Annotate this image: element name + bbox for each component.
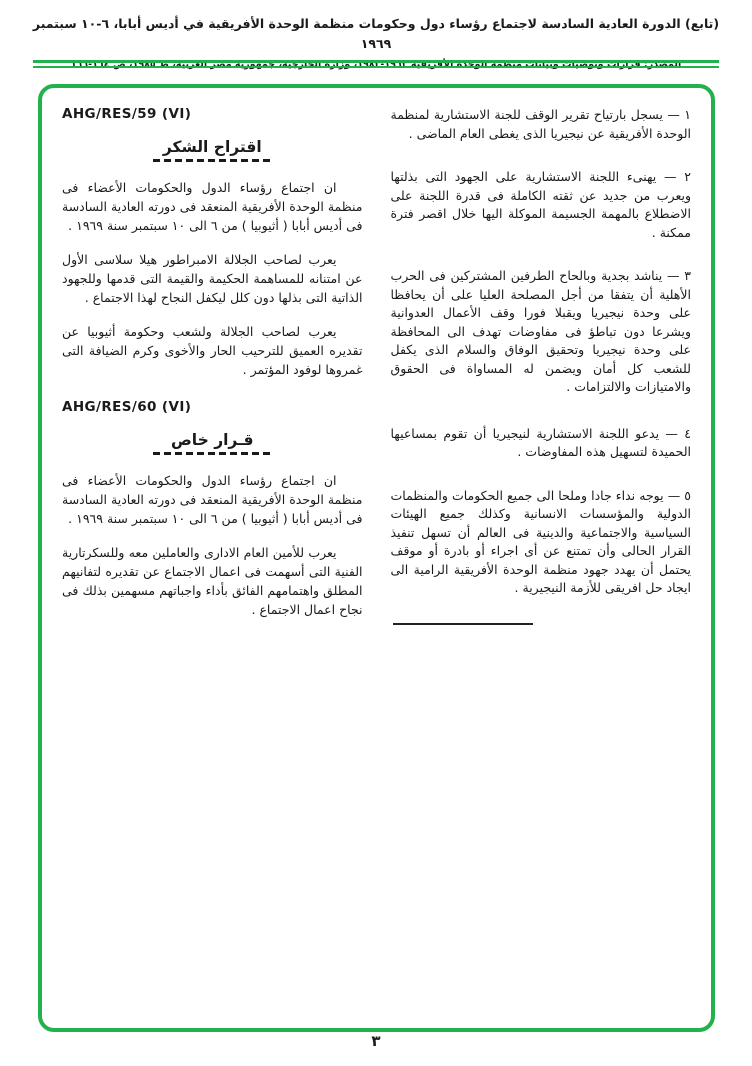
resolution-60-code: AHG/RES/60 (VI) (62, 399, 192, 415)
resolution-59-paragraph: يعرب لصاحب الجلالة الامبراطور هيلا سلاسى الأول عن امتنانه للمساهمة الحكيمة والقيمة التى قدمها وللجهود الذاتية التى بذلها دون كلل ليكفل النجاح لهذا الاجتماع . (62, 252, 363, 305)
numbered-paragraph-1: ١ — يسجل بارتياح تقرير الوقف للجنة الاستشارية لمنظمة الوحدة الأفريقية عن نيجيريا الذى يغطى العام الماضى . (390, 107, 691, 141)
numbered-paragraph-4: ٤ — يدعو اللجنة الاستشارية لنيجيريا أن تقوم بمساعيها الحميدة لتسهيل هذه المفاوضات . (390, 425, 691, 459)
title-underline-decoration (153, 452, 271, 455)
resolution-59-title: اقتراح الشكر (162, 138, 262, 156)
resolution-59-paragraph: يعرب لصاحب الجلالة ولشعب وحكومة أثيوبيا عن تقديره العميق للترحيب الحار والأخوى وكرم الضيافة التى غمروها لوفود المؤتمر . (62, 324, 363, 377)
resolutions-column (62, 106, 363, 1008)
numbered-paragraph-2: ٢ — يهنىء اللجنة الاستشارية على الجهود التى بذلتها ويعرب من جديد عن ثقته الكاملة فى قدرة اللجنة على الاضطلاع بالمهمة الجسيمة الموكلة اليها خلال اقصر فترة ممكنة . (390, 169, 691, 240)
header-title: (تابع) الدورة العادية السادسة لاجتماع رؤساء دول وحكومات منظمة الوحدة الأفريقية في أديس أبابا، ٦-١٠ سبتمبر ١٩٦٩ (32, 16, 720, 51)
resolution-60-title: قـرار خاص (170, 431, 254, 449)
content-border-box (38, 84, 715, 1032)
title-underline-decoration (153, 159, 271, 162)
numbered-paragraph-3: ٣ — يناشد بجدية وبالحاح الطرفين المشتركين فى الحرب الأهلية أن يتفقا من أجل المصلحة العليا على أن يحافظا على وحدة نيجيريا ويقبلا فورا وقف الأعمال العدوانية ويشرعا دون تباطؤ فى مفاوضات تهدف الى المحافظة على وحدة نيجيريا وتحقيق الوفاق والسلام الذى يكفل للشعب كل أمان ويضمن له المساواة فى الحقوق والامتيازات والالتزامات . (390, 268, 691, 394)
end-of-text-rule (393, 623, 533, 625)
header-source-line: المصدر: قرارات وتوصيات وبيانات منظمة الوحدة الأفريقية ١٩٦٣-١٩٨٣، وزارة الخارجية، جمهورية مصر العربية، ط ١٩٨٥، ص ١٦٤-١٦٦ (70, 59, 682, 70)
resolution-60-paragraph: يعرب للأمين العام الادارى والعاملين معه وللسكرتارية الفنية التى أسهمت فى اعمال الاجتماع عن تقديره لتفانيهم المطلق واهتمامهم الفائق بأداء واجباتهم مسهمين بذلك فى نجاح اعمال الاجتماع . (62, 545, 363, 617)
header-divider-rule (33, 60, 719, 68)
resolution-59-block (62, 106, 363, 379)
resolution-60-block (62, 399, 363, 619)
resolution-60-paragraph: ان اجتماع رؤساء الدول والحكومات الأعضاء فى منظمة الوحدة الأفريقية المنعقد فى دورته العادية السادسة فى أديس أبابا ( أثيوبيا ) من ٦ الى ١٠ سبتمبر سنة ١٩٦٩ . (62, 473, 363, 526)
page-number: ٣ (371, 1032, 381, 1050)
numbered-paragraph-5: ٥ — يوجه نداء جادا وملحا الى جميع الحكومات والمنظمات الدولية والمؤسسات الانسانية وكذلك جميع الهيئات السياسية والاجتماعية والدينية فى العالم أن تسهل تنفيذ القرار الحالى وأن تمتنع عن أى اجراء أو بادرة أو موقف يحتمل أن يهدد جهود منظمة الوحدة الأفريقية الرامية الى ايجاد حل افريقى للأزمة النيجيرية . (390, 487, 691, 595)
resolution-59-paragraph: ان اجتماع رؤساء الدول والحكومات الأعضاء فى منظمة الوحدة الأفريقية المنعقد فى دورته العادية السادسة فى أديس أبابا ( أثيوبيا ) من ٦ الى ١٠ سبتمبر سنة ١٩٦٩ . (62, 180, 363, 233)
numbered-paragraphs-column (391, 106, 692, 1008)
resolution-59-code: AHG/RES/59 (VI) (62, 106, 192, 122)
